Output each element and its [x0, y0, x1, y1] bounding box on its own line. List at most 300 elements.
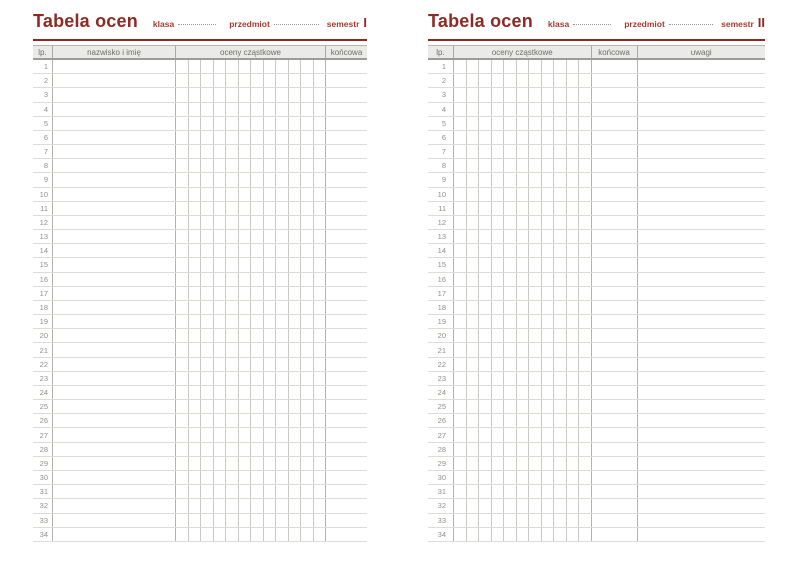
- grade-cell: [201, 145, 214, 158]
- name-cell: [53, 400, 176, 413]
- grade-cell: [264, 145, 277, 158]
- table-row: [428, 74, 765, 88]
- grade-cell: [454, 188, 467, 201]
- name-cell: [53, 343, 176, 356]
- row-number: 2: [428, 74, 454, 87]
- grade-cell: [251, 315, 264, 328]
- uwagi-cell: [638, 386, 766, 399]
- grade-cell: [542, 88, 555, 101]
- grade-cell: [264, 343, 277, 356]
- uwagi-cell: [638, 74, 766, 87]
- grade-cell: [301, 414, 314, 427]
- table-row: [33, 202, 367, 216]
- grade-cell: [176, 457, 189, 470]
- grade-cell: [301, 400, 314, 413]
- grade-cell: [529, 400, 542, 413]
- grade-cell: [479, 386, 492, 399]
- final-grade-cell: [326, 159, 367, 172]
- grade-cell: [517, 159, 530, 172]
- grade-cell: [479, 74, 492, 87]
- grade-cell: [301, 372, 314, 385]
- grade-cell: [214, 74, 227, 87]
- grade-cell: [554, 159, 567, 172]
- final-grade-cell: [326, 528, 367, 541]
- grade-cell: [554, 258, 567, 271]
- grade-cell: [479, 443, 492, 456]
- grade-cell: [517, 202, 530, 215]
- grade-cell: [579, 60, 592, 73]
- grade-cell: [176, 216, 189, 229]
- grade-cell: [567, 273, 580, 286]
- grade-cell: [517, 216, 530, 229]
- grade-cell: [176, 145, 189, 158]
- grade-cell: [264, 457, 277, 470]
- grade-cell: [567, 159, 580, 172]
- grade-cell: [289, 301, 302, 314]
- final-grade-cell: [326, 173, 367, 186]
- uwagi-cell: [638, 159, 766, 172]
- grade-cell: [517, 386, 530, 399]
- grade-cell: [176, 244, 189, 257]
- grade-cell: [529, 301, 542, 314]
- grade-cell: [214, 145, 227, 158]
- grade-cell: [492, 343, 505, 356]
- table-row: [33, 117, 367, 131]
- table-row: [33, 315, 367, 329]
- grade-cell: [289, 88, 302, 101]
- table-row: [33, 414, 367, 428]
- grade-cell: [276, 202, 289, 215]
- grade-cell: [226, 230, 239, 243]
- uwagi-cell: [638, 258, 766, 271]
- grade-cell: [289, 358, 302, 371]
- grade-cell: [314, 287, 327, 300]
- grade-cell: [567, 244, 580, 257]
- final-grade-cell: [592, 188, 638, 201]
- grade-cell: [479, 358, 492, 371]
- grade-cell: [579, 188, 592, 201]
- grade-cell: [579, 287, 592, 300]
- grade-cell: [189, 188, 202, 201]
- przedmiot-label: przedmiot: [624, 19, 665, 29]
- grade-cell: [301, 514, 314, 527]
- grade-cell: [239, 131, 252, 144]
- grade-cell: [289, 131, 302, 144]
- grade-cell: [467, 485, 480, 498]
- grade-cell: [579, 528, 592, 541]
- grade-cell: [517, 414, 530, 427]
- grade-cell: [579, 400, 592, 413]
- header-cell-grades: oceny cząstkowe: [176, 46, 326, 58]
- grade-cell: [226, 514, 239, 527]
- final-grade-cell: [326, 414, 367, 427]
- grade-cell: [239, 499, 252, 512]
- grade-cell: [467, 88, 480, 101]
- grade-cell: [201, 428, 214, 441]
- grade-cell: [467, 188, 480, 201]
- grade-cell: [504, 343, 517, 356]
- grade-cell: [289, 428, 302, 441]
- grade-cell: [517, 329, 530, 342]
- table-row: [428, 244, 765, 258]
- final-grade-cell: [326, 343, 367, 356]
- table-row: [33, 485, 367, 499]
- grade-cell: [214, 244, 227, 257]
- grade-cell: [264, 258, 277, 271]
- grade-cell: [251, 457, 264, 470]
- grade-cell: [492, 358, 505, 371]
- grade-cell: [504, 244, 517, 257]
- page-header: [33, 11, 367, 37]
- grade-cell: [264, 528, 277, 541]
- row-number: 6: [428, 131, 454, 144]
- grade-cell: [492, 244, 505, 257]
- grade-cell: [479, 230, 492, 243]
- row-number: 17: [33, 287, 53, 300]
- table-row: [33, 244, 367, 258]
- grade-cell: [176, 258, 189, 271]
- grade-cell: [176, 329, 189, 342]
- grade-cell: [251, 244, 264, 257]
- grade-cell: [542, 273, 555, 286]
- name-cell: [53, 443, 176, 456]
- grade-cell: [467, 301, 480, 314]
- grade-cell: [517, 443, 530, 456]
- final-grade-cell: [326, 131, 367, 144]
- grade-cell: [454, 117, 467, 130]
- grade-cell: [567, 329, 580, 342]
- grade-cell: [542, 173, 555, 186]
- grade-cell: [314, 131, 327, 144]
- grade-cell: [226, 443, 239, 456]
- grade-cell: [542, 74, 555, 87]
- table-row: [33, 258, 367, 272]
- grade-cell: [189, 301, 202, 314]
- grade-cell: [467, 428, 480, 441]
- grade-cell: [176, 414, 189, 427]
- grade-cell: [454, 428, 467, 441]
- uwagi-cell: [638, 216, 766, 229]
- grade-cell: [542, 343, 555, 356]
- grade-cell: [226, 202, 239, 215]
- grade-cell: [504, 273, 517, 286]
- grade-cell: [479, 173, 492, 186]
- name-cell: [53, 428, 176, 441]
- grade-cell: [301, 216, 314, 229]
- grade-cell: [504, 117, 517, 130]
- grade-cell: [314, 358, 327, 371]
- grade-cell: [189, 343, 202, 356]
- grade-cell: [264, 173, 277, 186]
- grade-cell: [542, 485, 555, 498]
- grade-cell: [214, 414, 227, 427]
- uwagi-cell: [638, 145, 766, 158]
- row-number: 26: [33, 414, 53, 427]
- grade-cell: [201, 117, 214, 130]
- final-grade-cell: [326, 244, 367, 257]
- grade-cell: [314, 159, 327, 172]
- grade-cell: [289, 499, 302, 512]
- grade-cell: [226, 60, 239, 73]
- row-number: 7: [428, 145, 454, 158]
- grade-cell: [251, 230, 264, 243]
- grade-cell: [214, 159, 227, 172]
- grade-cell: [504, 386, 517, 399]
- grade-cell: [314, 216, 327, 229]
- grade-cell: [529, 173, 542, 186]
- table-row: [33, 103, 367, 117]
- final-grade-cell: [592, 358, 638, 371]
- grade-cell: [226, 329, 239, 342]
- row-number: 9: [428, 173, 454, 186]
- grade-cell: [567, 60, 580, 73]
- uwagi-cell: [638, 117, 766, 130]
- grade-cell: [239, 315, 252, 328]
- grade-cell: [567, 485, 580, 498]
- grade-cell: [479, 315, 492, 328]
- final-grade-cell: [326, 315, 367, 328]
- uwagi-cell: [638, 103, 766, 116]
- title-rule: [428, 39, 765, 41]
- grade-cell: [214, 315, 227, 328]
- grade-cell: [492, 514, 505, 527]
- grade-cell: [239, 145, 252, 158]
- grade-cell: [214, 103, 227, 116]
- grade-cell: [289, 202, 302, 215]
- grade-cell: [301, 528, 314, 541]
- grade-cell: [226, 117, 239, 130]
- final-grade-cell: [326, 443, 367, 456]
- uwagi-cell: [638, 499, 766, 512]
- grade-cell: [492, 173, 505, 186]
- grade-cell: [479, 329, 492, 342]
- table-row: [33, 301, 367, 315]
- grade-cell: [529, 343, 542, 356]
- grade-cell: [542, 315, 555, 328]
- row-number: 19: [33, 315, 53, 328]
- grade-cell: [239, 358, 252, 371]
- name-cell: [53, 159, 176, 172]
- grade-cell: [554, 145, 567, 158]
- row-number: 32: [428, 499, 454, 512]
- table-row: [428, 103, 765, 117]
- grade-cell: [479, 88, 492, 101]
- row-number: 25: [33, 400, 53, 413]
- grade-cell: [176, 528, 189, 541]
- grade-cell: [314, 173, 327, 186]
- grade-cell: [492, 74, 505, 87]
- grade-cell: [567, 386, 580, 399]
- final-grade-cell: [326, 230, 367, 243]
- grade-cell: [239, 414, 252, 427]
- grade-cell: [554, 60, 567, 73]
- grade-cell: [176, 88, 189, 101]
- semestr-label: semestr: [326, 19, 360, 29]
- grade-cell: [214, 117, 227, 130]
- grade-cell: [454, 358, 467, 371]
- table-row: [428, 131, 765, 145]
- row-number: 16: [428, 273, 454, 286]
- table-row: [428, 358, 765, 372]
- grade-cell: [504, 428, 517, 441]
- grade-cell: [579, 131, 592, 144]
- uwagi-cell: [638, 301, 766, 314]
- grade-cell: [479, 499, 492, 512]
- grade-cell: [467, 358, 480, 371]
- grade-cell: [314, 60, 327, 73]
- grade-cell: [529, 485, 542, 498]
- name-cell: [53, 145, 176, 158]
- grade-cell: [264, 358, 277, 371]
- grade-cell: [314, 514, 327, 527]
- grade-cell: [554, 273, 567, 286]
- przedmiot-blank-line: [274, 24, 319, 25]
- grade-cell: [554, 315, 567, 328]
- grade-cell: [301, 188, 314, 201]
- grade-cell: [567, 358, 580, 371]
- grade-cell: [176, 273, 189, 286]
- grade-cell: [579, 358, 592, 371]
- grade-cell: [264, 103, 277, 116]
- uwagi-cell: [638, 273, 766, 286]
- row-number: 30: [33, 471, 53, 484]
- grade-cell: [214, 131, 227, 144]
- grade-cell: [176, 173, 189, 186]
- grade-cell: [492, 117, 505, 130]
- name-cell: [53, 457, 176, 470]
- grade-cell: [554, 400, 567, 413]
- grade-cell: [251, 74, 264, 87]
- name-cell: [53, 485, 176, 498]
- grade-cell: [517, 103, 530, 116]
- grade-cell: [251, 514, 264, 527]
- grade-cell: [251, 202, 264, 215]
- grade-cell: [239, 258, 252, 271]
- grade-cell: [554, 457, 567, 470]
- grade-cell: [176, 301, 189, 314]
- grade-cell: [239, 244, 252, 257]
- grade-cell: [567, 145, 580, 158]
- grade-cell: [276, 528, 289, 541]
- final-grade-cell: [326, 202, 367, 215]
- header-cell-uwagi: uwagi: [690, 47, 712, 57]
- header-cell-final: końcowa: [592, 46, 638, 58]
- grade-cell: [276, 287, 289, 300]
- grade-cell: [454, 173, 467, 186]
- grade-cell: [201, 471, 214, 484]
- uwagi-cell: [638, 329, 766, 342]
- grade-cell: [239, 443, 252, 456]
- grade-cell: [454, 244, 467, 257]
- title-rule: [33, 39, 367, 41]
- grade-cell: [201, 258, 214, 271]
- grade-cell: [314, 372, 327, 385]
- table-row: [428, 485, 765, 499]
- grade-cell: [301, 131, 314, 144]
- grade-cell: [517, 74, 530, 87]
- table-row: [33, 428, 367, 442]
- grade-cell: [201, 230, 214, 243]
- przedmiot-label: przedmiot: [229, 19, 270, 29]
- grade-cell: [479, 258, 492, 271]
- grade-cell: [579, 74, 592, 87]
- uwagi-cell: [638, 202, 766, 215]
- grade-cell: [189, 173, 202, 186]
- final-grade-cell: [326, 457, 367, 470]
- grade-cell: [579, 117, 592, 130]
- table-row: [428, 400, 765, 414]
- grade-cell: [529, 88, 542, 101]
- grade-cell: [479, 343, 492, 356]
- grade-cell: [529, 131, 542, 144]
- grade-cell: [201, 273, 214, 286]
- grade-cell: [214, 216, 227, 229]
- grade-cell: [239, 74, 252, 87]
- final-grade-cell: [326, 216, 367, 229]
- final-grade-cell: [326, 372, 367, 385]
- grade-cell: [301, 60, 314, 73]
- grade-cell: [504, 414, 517, 427]
- grade-cell: [529, 414, 542, 427]
- page-semester-2: [428, 0, 765, 571]
- grade-cell: [504, 443, 517, 456]
- grade-cell: [517, 258, 530, 271]
- table-header: [33, 45, 367, 60]
- grade-cell: [264, 216, 277, 229]
- grade-cell: [554, 188, 567, 201]
- grade-cell: [289, 103, 302, 116]
- row-number: 26: [428, 414, 454, 427]
- grade-cell: [226, 173, 239, 186]
- grade-cell: [542, 216, 555, 229]
- grade-cell: [479, 471, 492, 484]
- grade-cell: [504, 74, 517, 87]
- grade-cell: [517, 372, 530, 385]
- grade-cell: [529, 103, 542, 116]
- grade-cell: [226, 258, 239, 271]
- row-number: 8: [428, 159, 454, 172]
- grade-cell: [251, 414, 264, 427]
- final-grade-cell: [592, 287, 638, 300]
- table-row: [428, 287, 765, 301]
- grade-cell: [492, 60, 505, 73]
- table-body: [428, 60, 765, 542]
- grade-cell: [454, 273, 467, 286]
- grade-cell: [176, 159, 189, 172]
- table-row: [33, 173, 367, 187]
- grade-cell: [226, 301, 239, 314]
- final-grade-cell: [326, 287, 367, 300]
- grade-cell: [239, 60, 252, 73]
- grade-cell: [189, 499, 202, 512]
- grade-cell: [176, 514, 189, 527]
- grade-cell: [314, 230, 327, 243]
- table-row: [428, 188, 765, 202]
- grade-cell: [454, 315, 467, 328]
- grade-cell: [554, 131, 567, 144]
- grade-cell: [314, 343, 327, 356]
- row-number: 24: [33, 386, 53, 399]
- grade-cell: [264, 499, 277, 512]
- row-number: 21: [33, 343, 53, 356]
- grade-cell: [517, 400, 530, 413]
- grade-cell: [189, 372, 202, 385]
- name-cell: [53, 386, 176, 399]
- grade-cell: [579, 372, 592, 385]
- row-number: 27: [428, 428, 454, 441]
- grade-cell: [276, 216, 289, 229]
- grade-cell: [251, 287, 264, 300]
